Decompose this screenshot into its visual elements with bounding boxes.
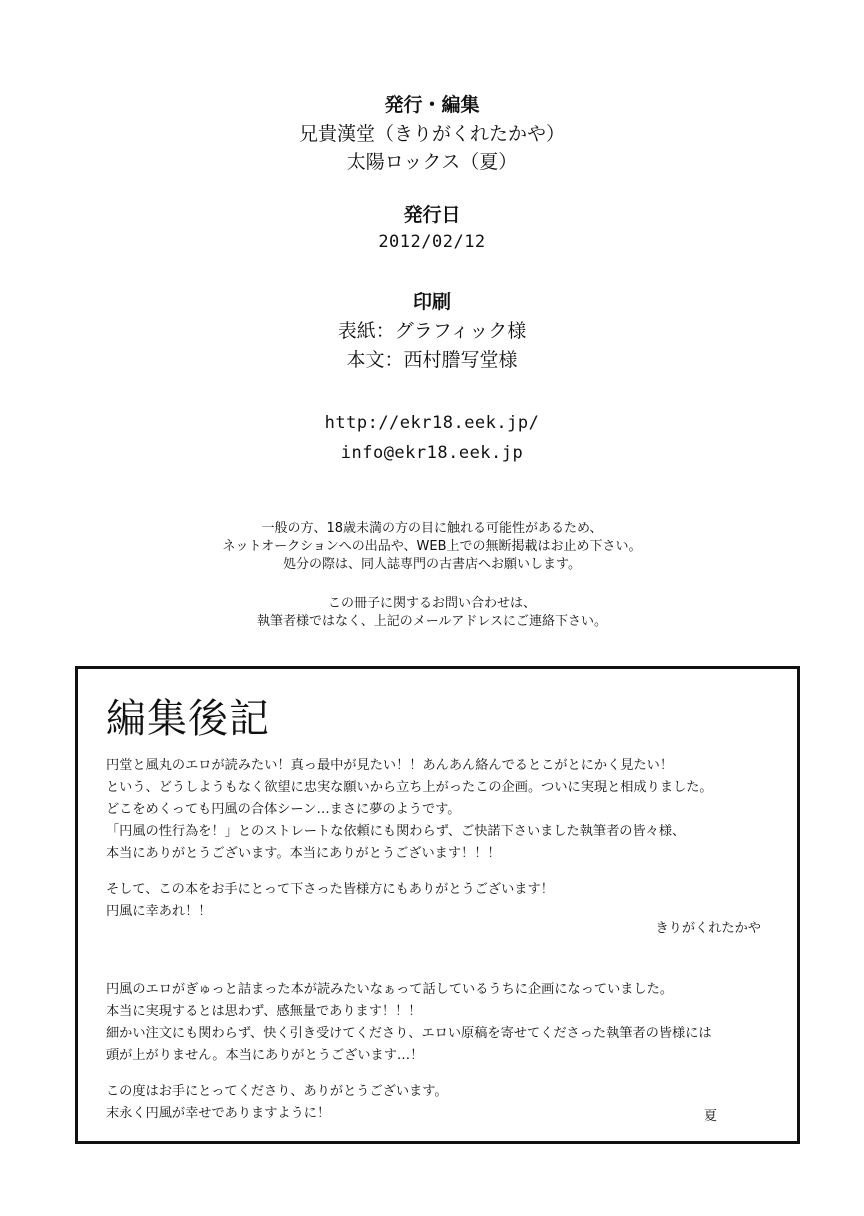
afterword-line: という、どうしようもなく欲望に忠実な願いから立ち上がったこの企画。ついに実現と相成りました。 — [106, 780, 713, 795]
notice-line: ネットオークションへの出品や、WEB上での無断掲載はお止め下さい。 — [222, 539, 642, 554]
afterword-line: 円風のエロがぎゅっと詰まった本が読みたいなぁって話しているうちに企画になっていました。 — [106, 982, 674, 997]
notice-line: 処分の際は、同人誌専門の古書店へお願いします。 — [283, 557, 581, 572]
afterword-line: 「円風の性行為を！」とのストレートな依頼にも関わらず、ご快諾下さいました執筆者の皆々様、 — [106, 824, 686, 839]
afterword-signature: 夏 — [703, 1109, 717, 1124]
afterword-line: 本当にありがとうございます。本当にありがとうございます！！！ — [106, 846, 501, 861]
afterword-line: 頭が上がりません。本当にありがとうございます…！ — [106, 1048, 424, 1063]
afterword-line: 円風に幸あれ！！ — [106, 904, 212, 919]
contact-email[interactable]: info@ekr18.eek.jp — [340, 443, 524, 463]
afterword-line: どこをめくっても円風の合体シーン…まさに夢のようです。 — [106, 802, 461, 817]
afterword-line: 本当に実現するとは思わず、感無量であります！！！ — [106, 1004, 422, 1019]
publisher-line: 兄貴漢堂（きりがくれたかや） — [298, 123, 565, 145]
publisher-heading: 発行・編集 — [384, 94, 480, 116]
inquiry-line: 執筆者様ではなく、上記のメールアドレスにご連絡下さい。 — [256, 614, 608, 629]
contact-url[interactable]: http://ekr18.eek.jp/ — [324, 413, 540, 433]
publisher-line: 太陽ロックス（夏） — [346, 151, 518, 173]
afterword-signature: きりがくれたかや — [655, 921, 761, 936]
afterword-box — [75, 666, 800, 1144]
afterword-line: この度はお手にとってくださり、ありがとうございます。 — [106, 1084, 448, 1099]
afterword-line: 細かい注文にも関わらず、快く引き受けてくださり、エロい原稿を寄せてくださった執筆者の皆様には — [106, 1026, 712, 1041]
printing-line: 表紙：グラフィック様 — [337, 320, 527, 342]
printing-heading: 印刷 — [412, 291, 451, 313]
issue-date-heading: 発行日 — [403, 204, 461, 226]
afterword-line: そして、この本をお手にとって下さった皆様方にもありがとうございます！ — [106, 882, 554, 897]
afterword-line: 末永く円風が幸せでありますように！ — [106, 1106, 331, 1121]
afterword-line: 円堂と風丸のエロが読みたい！真っ最中が見たい！！あんあん絡んでるとこがとにかく見たい！ — [106, 758, 674, 773]
afterword-title: 編集後記 — [106, 696, 270, 742]
notice-line: 一般の方、18歳未満の方の目に触れる可能性があるため、 — [261, 521, 603, 536]
printing-line: 本文：西村謄写堂様 — [346, 349, 518, 371]
inquiry-line: この冊子に関するお問い合わせは、 — [327, 596, 536, 611]
issue-date-value: 2012/02/12 — [378, 232, 486, 252]
